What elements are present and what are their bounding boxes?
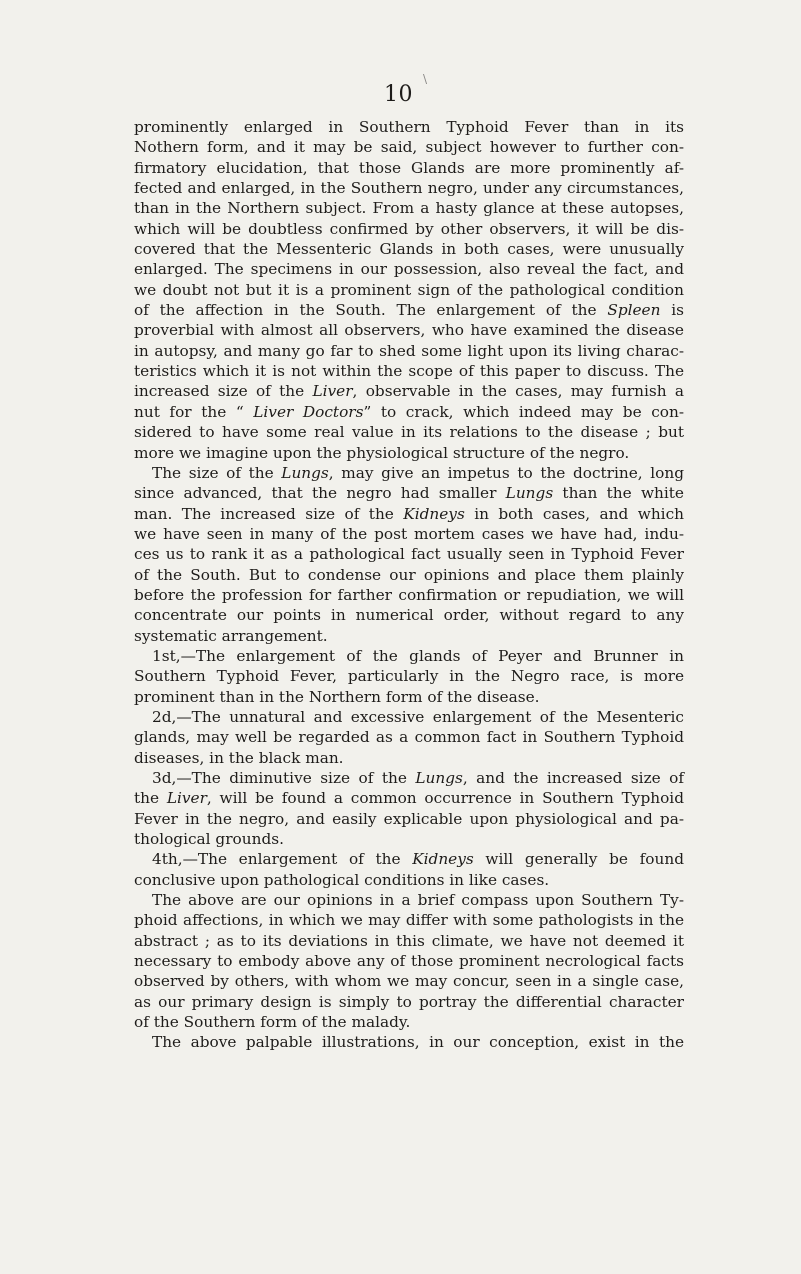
italic-term: Lungs — [281, 463, 329, 482]
text-line: teristics which it is not within the scope of this paper to discuss. The — [134, 362, 684, 381]
text-line: 1st,—The enlargement of the glands of Peyer and Brunner in — [152, 646, 684, 665]
text-line: the Liver, will be found a common occurrence in Southern Typhoid — [134, 789, 684, 808]
text-line: conclusive upon pathological conditions in like cases. — [134, 870, 550, 889]
text-line: we doubt not but it is a prominent sign of the pathological condition — [134, 280, 684, 299]
text-line: in autopsy, and many go far to shed some light upon its living charac- — [134, 341, 684, 360]
text-line: of the Southern form of the malady. — [134, 1013, 411, 1032]
text-line: glands, may well be regarded as a common fact in Southern Typhoid — [134, 728, 684, 747]
text-line: diseases, in the black man. — [134, 748, 344, 767]
text-line: thological grounds. — [134, 830, 284, 849]
text-line: more we imagine upon the physiological structure of the negro. — [134, 443, 630, 462]
text-line: prominent than in the Northern form of the disease. — [134, 687, 540, 706]
text-line: Nothern form, and it may be said, subject however to further con- — [134, 138, 684, 157]
text-line: proverbial with almost all observers, who have examined the disease — [134, 321, 684, 340]
text-line: The above are our opinions in a brief compass upon Southern Ty- — [152, 891, 684, 910]
text-line: sidered to have some real value in its relations to the disease ; but — [134, 423, 684, 442]
text-line: phoid affections, in which we may differ with some pathologists in the — [134, 911, 684, 930]
text-line: fected and enlarged, in the Southern negro, under any circumstances, — [134, 179, 684, 198]
italic-term: Kidneys — [403, 504, 465, 523]
text-line: 3d,—The diminutive size of the Lungs, and the increased size of — [152, 769, 684, 787]
text-line: than in the Northern subject. From a hasty glance at these autopses, — [134, 199, 684, 218]
text-line: 4th,—The enlargement of the Kidneys will generally be found — [152, 850, 684, 869]
text-line: abstract ; as to its deviations in this climate, we have not deemed it — [134, 931, 684, 950]
italic-term: Spleen — [607, 301, 661, 320]
text-line: observed by others, with whom we may concur, seen in a single case, — [134, 972, 684, 991]
text-line: nut for the “ Liver Doctors” to crack, which indeed may be con- — [134, 402, 685, 421]
text-line: The size of the Lungs, may give an impetus to the doctrine, long — [152, 463, 684, 482]
text-line: as our primary design is simply to portray the differential character — [134, 992, 684, 1011]
text-line: enlarged. The specimens in our possession, also reveal the fact, and — [134, 260, 684, 279]
italic-term: Lungs — [415, 769, 463, 787]
text-line: systematic arrangement. — [134, 626, 328, 645]
italic-term: Lungs — [505, 484, 554, 503]
text-line: since advanced, that the negro had smaller Lungs than the white — [134, 484, 684, 503]
scan-tick-mark: \ — [423, 72, 428, 86]
text-line: Fever in the negro, and easily explicable upon physiological and pa- — [134, 809, 684, 828]
text-line: of the South. But to condense our opinions and place them plainly — [134, 565, 684, 584]
text-line: we have seen in many of the post mortem cases we have had, indu- — [134, 524, 684, 543]
text-line: before the profession for farther confirmation or repudiation, we will — [134, 585, 684, 604]
text-line: concentrate our points in numerical order, without regard to any — [134, 606, 684, 625]
italic-term: Liver Doctors — [253, 402, 364, 421]
page-number: 10 — [384, 82, 413, 107]
italic-term: Kidneys — [412, 850, 474, 869]
text-line: of the affection in the South. The enlargement of the Spleen is — [134, 301, 684, 320]
text-line: which will be doubtless confirmed by other observers, it will be dis- — [134, 219, 684, 238]
text-line: man. The increased size of the Kidneys in both cases, and which — [134, 504, 684, 523]
text-line: ces us to rank it as a pathological fact usually seen in Typhoid Fever — [134, 545, 684, 564]
text-line: necessary to embody above any of those prominent necrological facts — [134, 952, 684, 971]
italic-term: Liver — [312, 382, 353, 401]
italic-term: Liver — [166, 789, 207, 808]
text-line: Southern Typhoid Fever, particularly in the Negro race, is more — [134, 667, 684, 686]
text-line: prominently enlarged in Southern Typhoid Fever than in its — [134, 118, 684, 136]
text-line: firmatory elucidation, that those Glands are more prominently af- — [134, 158, 684, 177]
text-line: increased size of the Liver, observable in the cases, may furnish a — [134, 382, 685, 401]
text-line: The above palpable illustrations, in our conception, exist in the — [152, 1033, 684, 1052]
text-line: covered that the Messenteric Glands in both cases, were unusually — [134, 240, 684, 259]
text-line: 2d,—The unnatural and excessive enlargement of the Mesenteric — [152, 707, 684, 726]
body-text — [134, 117, 684, 1053]
